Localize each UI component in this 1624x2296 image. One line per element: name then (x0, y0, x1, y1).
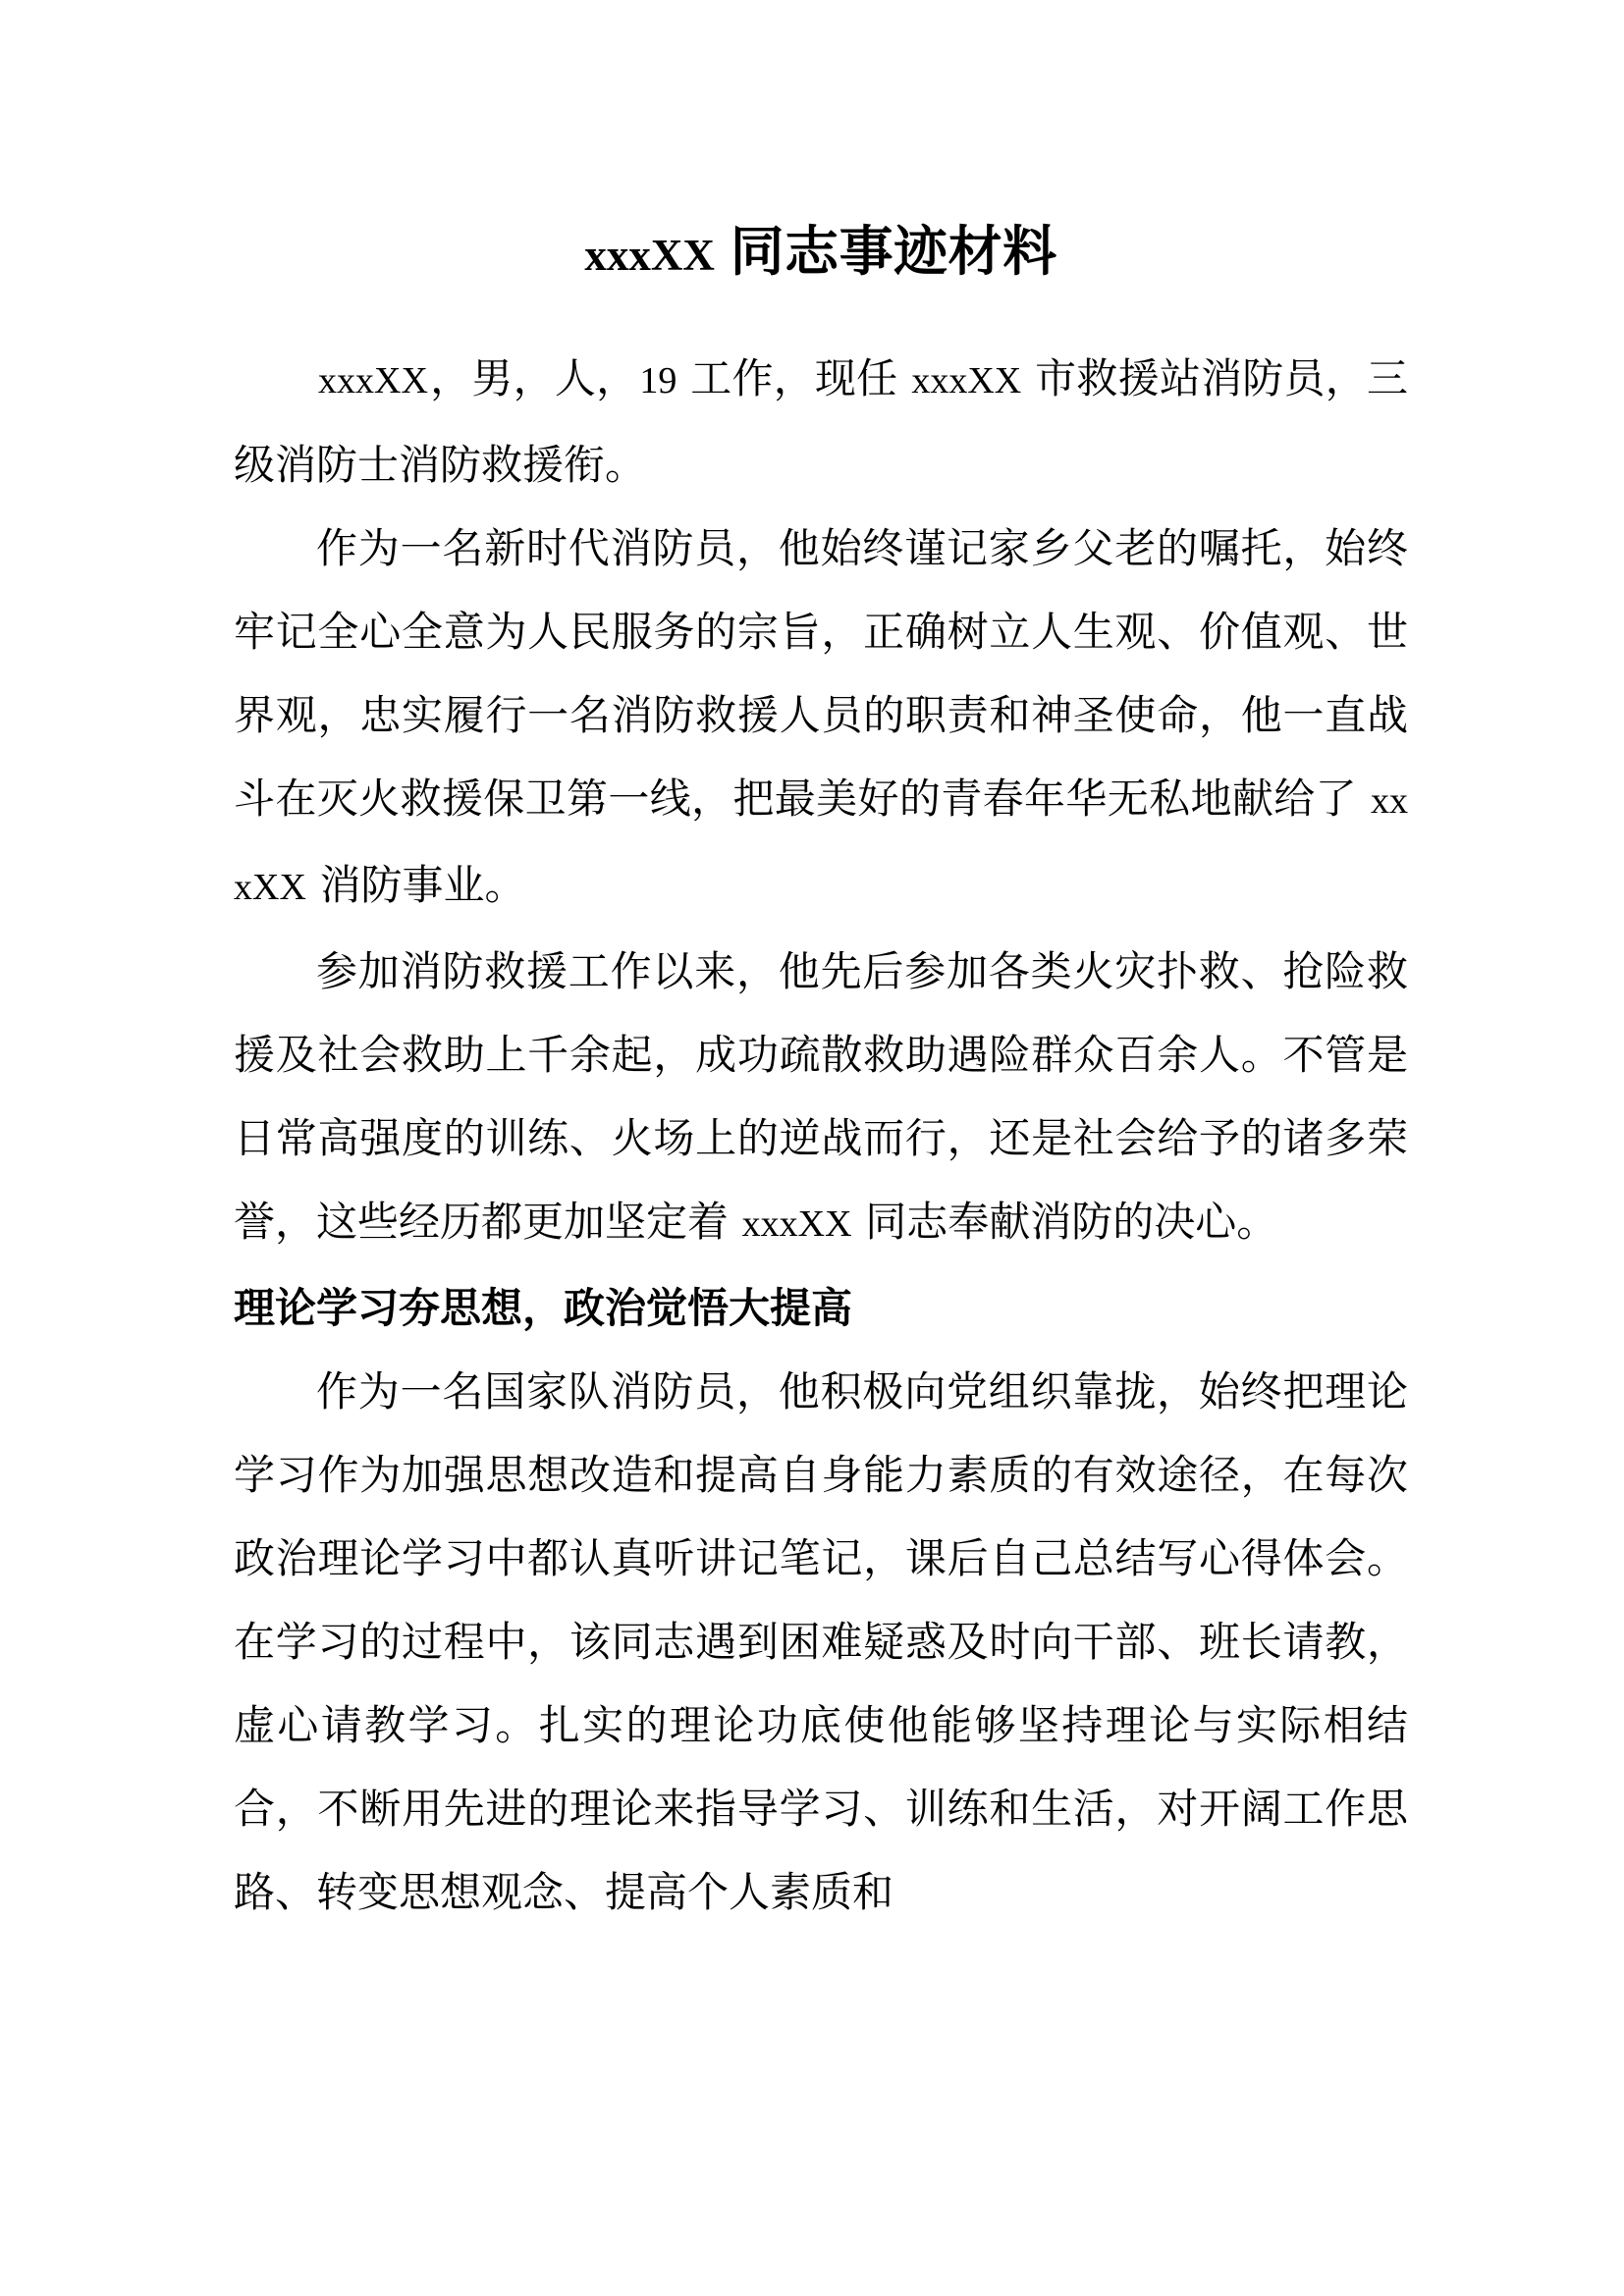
page-title-latin: xxxXX (584, 231, 715, 280)
text-run-latin: xxxXX (911, 359, 1022, 401)
page-title-cjk: 同志事迹材料 (714, 221, 1057, 282)
text-run-cjk: 作为一名国家队消防员，他积极向党组织靠拢，始终把理论学习作为加强思想改造和提高自身能力素质的有效途径，在每次政治理论学习中都认真听讲记笔记，课后自己总结写心得体会。在学习的过程中，该同志遇到困难疑惑及时向干部、班长请教，虚心请教学习。扎实的理论功底使他能够坚持理论与实际相结合，不断用先进的理论来指导学习、训练和生活，对开阔工作思路、转变思想观念、提高个人素质和 (234, 1367, 1408, 1915)
page-title (234, 0, 1408, 286)
text-run-cjk: 工作，现任 (678, 354, 910, 401)
paragraph-2 (234, 507, 1408, 930)
text-run-cjk: 消防事业。 (307, 861, 526, 908)
text-run-cjk: 参加消防救援工作以来，他先后参加各类火灾扑救、抢险救援及社会救助上千余起，成功疏散救助遇险群众百余人。不管是日常高强度的训练、火场上的逆战而行，还是社会给予的诸多荣誉，这些经历都更加坚定着 (234, 947, 1408, 1245)
text-run-cjk: 市救援站消防员，三级消防士消防救援衔。 (234, 354, 1408, 488)
paragraph-3 (234, 930, 1408, 1266)
paragraph-4 (234, 1350, 1408, 1934)
text-run-cjk: ，男，人， (429, 354, 638, 401)
text-run-latin: xxxXX (318, 359, 428, 401)
text-run-cjk: 同志奉献消防的决心。 (853, 1198, 1278, 1245)
document-body (234, 286, 1408, 1934)
text-run-cjk: 理论学习夯思想，政治觉悟大提高 (234, 1284, 853, 1331)
text-run-latin: xxxXX (234, 779, 1408, 908)
page-content-area (234, 0, 1408, 2296)
text-run-latin: xxxXX (741, 1202, 852, 1245)
paragraph-1 (234, 337, 1408, 507)
section-heading-1 (234, 1266, 1408, 1350)
text-run-latin: 19 (639, 359, 677, 401)
text-run-cjk: 作为一名新时代消防员，他始终谨记家乡父老的嘱托，始终牢记全心全意为人民服务的宗旨，正确树立人生观、价值观、世界观，忠实履行一名消防救援人员的职责和神圣使命，他一直战斗在灭火救援保卫第一线，把最美好的青春年华无私地献给了 (234, 524, 1408, 822)
